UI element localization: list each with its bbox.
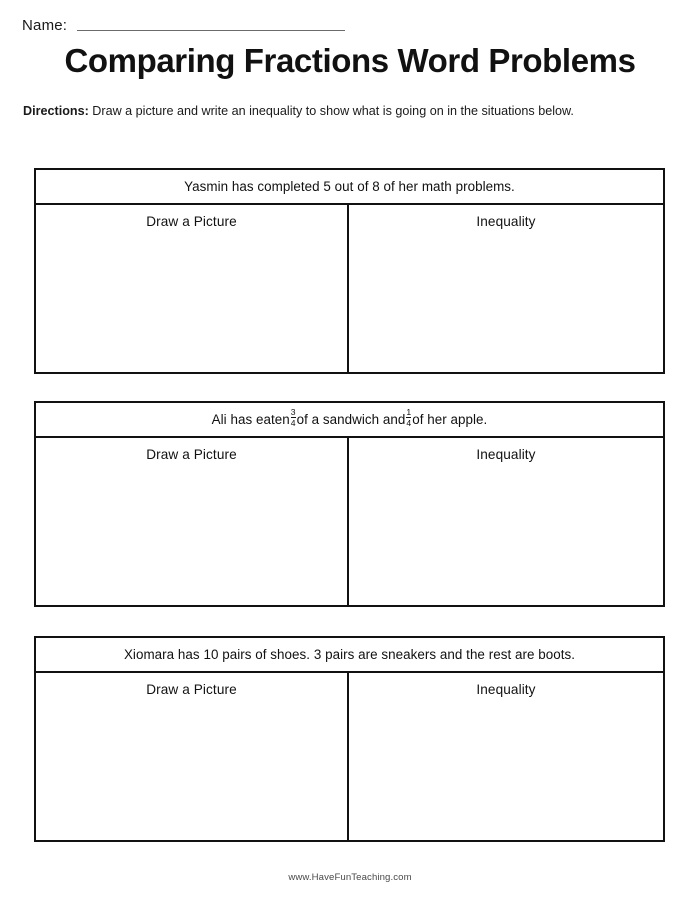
inequality-heading: Inequality — [476, 214, 536, 229]
inequality-cell[interactable] — [349, 438, 663, 605]
inequality-cell[interactable] — [349, 673, 663, 840]
inequality-heading: Inequality — [476, 447, 536, 462]
draw-a-picture-cell[interactable] — [36, 205, 349, 372]
draw-a-picture-heading: Draw a Picture — [146, 214, 237, 229]
prompt-text-run: Ali has eaten — [211, 412, 290, 427]
problem-prompt — [36, 638, 663, 673]
directions-lead: Directions: — [23, 104, 89, 118]
fraction-denominator: 4 — [406, 417, 412, 428]
fraction-denominator: 4 — [290, 417, 296, 428]
fraction-numerator: 1 — [406, 406, 412, 417]
page-title: Comparing Fractions Word Problems — [64, 42, 636, 79]
draw-a-picture-heading: Draw a Picture — [146, 682, 237, 697]
inequality-cell[interactable] — [349, 205, 663, 372]
problem-answer-area — [36, 673, 663, 840]
prompt-text-run: of a sandwich and — [296, 412, 406, 427]
directions — [23, 104, 574, 120]
prompt-text-run: Yasmin has completed 5 out of 8 of her math problems. — [184, 179, 515, 194]
draw-a-picture-heading: Draw a Picture — [146, 447, 237, 462]
footer-credit: www.HaveFunTeaching.com — [288, 872, 412, 883]
inequality-heading: Inequality — [476, 682, 536, 697]
problem-block — [34, 168, 665, 374]
problem-answer-area — [36, 438, 663, 605]
problem-prompt — [36, 170, 663, 205]
name-label: Name: — [22, 17, 68, 34]
problem-prompt — [36, 403, 663, 438]
problem-block — [34, 401, 665, 607]
fraction-numerator: 3 — [290, 406, 296, 417]
name-write-in-line[interactable] — [77, 30, 345, 31]
problem-answer-area — [36, 205, 663, 372]
prompt-text-run: Xiomara has 10 pairs of shoes. 3 pairs are sneakers and the rest are boots. — [123, 647, 576, 662]
draw-a-picture-cell[interactable] — [36, 673, 349, 840]
name-field — [22, 18, 345, 33]
fraction — [291, 408, 296, 427]
draw-a-picture-cell[interactable] — [36, 438, 349, 605]
fraction — [406, 408, 411, 427]
problem-block — [34, 636, 665, 842]
directions-text: Draw a picture and write an inequality to show what is going on in the situations below. — [88, 104, 574, 118]
prompt-text-run: of her apple. — [412, 412, 488, 427]
